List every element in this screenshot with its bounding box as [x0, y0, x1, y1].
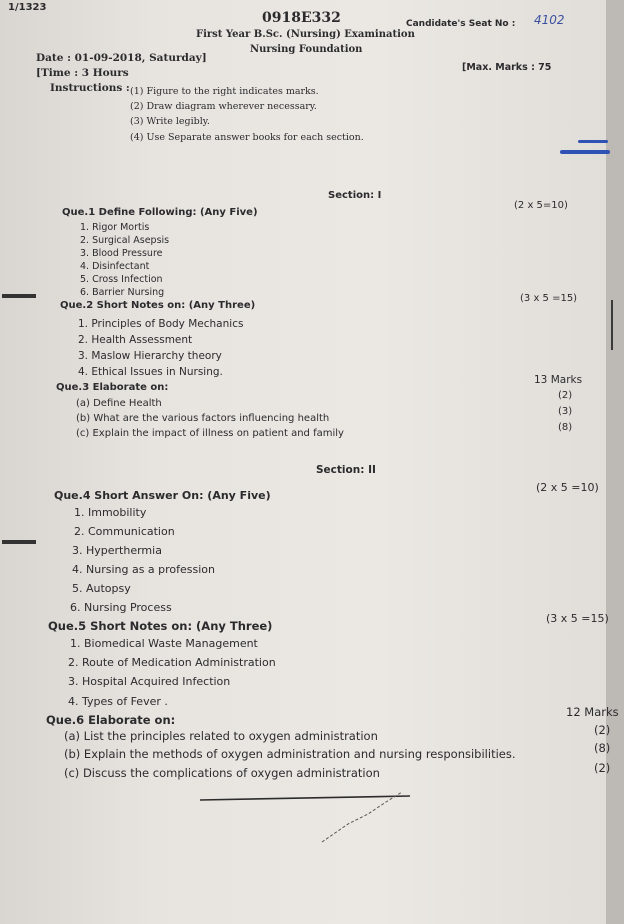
question-5-item: 2. Route of Medication Administration	[68, 656, 276, 669]
instruction-item: (1) Figure to the right indicates marks.	[130, 86, 319, 97]
question-1-title: Que.1 Define Following: (Any Five)	[62, 207, 258, 218]
question-1-item: 5. Cross Infection	[80, 274, 163, 285]
question-3-item: (b) What are the various factors influencing health	[76, 413, 330, 424]
question-1-item: 3. Blood Pressure	[80, 248, 163, 259]
question-4-item: 3. Hyperthermia	[72, 544, 162, 557]
question-5-item: 1. Biomedical Waste Management	[70, 637, 258, 650]
question-1-item: 6. Barrier Nursing	[80, 287, 165, 298]
question-6-item-marks: (8)	[594, 741, 611, 755]
pencil-scribble	[322, 792, 402, 842]
section-1-title: Section: I	[328, 190, 382, 201]
question-4-item: 5. Autopsy	[72, 582, 131, 595]
question-5-item: 3. Hospital Acquired Infection	[68, 675, 231, 688]
paper-code: 0918E332	[262, 10, 341, 26]
question-1-item: 4. Disinfectant	[80, 261, 150, 272]
question-5-marks: (3 x 5 =15)	[546, 612, 609, 625]
question-3-item-marks: (3)	[558, 406, 573, 417]
instructions-label: Instructions :	[50, 82, 130, 94]
question-4-item: 4. Nursing as a profession	[72, 563, 216, 576]
question-3-title: Que.3 Elaborate on:	[56, 382, 169, 393]
exam-title: First Year B.Sc. (Nursing) Examination	[196, 29, 415, 40]
question-6-marks: 12 Marks	[566, 705, 619, 719]
question-6-item-marks: (2)	[594, 761, 611, 775]
question-3-marks: 13 Marks	[534, 374, 583, 386]
question-2-marks: (3 x 5 =15)	[520, 293, 578, 304]
question-5-title: Que.5 Short Notes on: (Any Three)	[48, 619, 273, 633]
question-3-item: (c) Explain the impact of illness on patient and family	[76, 428, 344, 439]
exam-date: Date : 01-09-2018, Saturday]	[36, 52, 207, 64]
question-4-item: 6. Nursing Process	[70, 601, 172, 614]
question-2-item: 1. Principles of Body Mechanics	[78, 318, 244, 330]
seat-label: Candidate's Seat No :	[406, 19, 516, 29]
question-4-marks: (2 x 5 =10)	[536, 481, 599, 494]
question-5-item: 4. Types of Fever .	[68, 695, 168, 708]
question-2-item: 3. Maslow Hierarchy theory	[78, 350, 222, 362]
seat-number-handwritten: 4102	[534, 13, 565, 27]
question-6-item-marks: (2)	[594, 723, 611, 737]
question-1-item: 1. Rigor Mortis	[80, 222, 150, 233]
page-ref: 1/1323	[8, 2, 47, 13]
max-marks: [Max. Marks : 75	[462, 62, 552, 73]
question-2-item: 4. Ethical Issues in Nursing.	[78, 366, 223, 378]
question-3-item-marks: (2)	[558, 390, 573, 401]
question-6-title: Que.6 Elaborate on:	[46, 713, 176, 727]
exam-time: [Time : 3 Hours	[36, 67, 129, 79]
instruction-item: (3) Write legibly.	[130, 116, 210, 127]
question-3-item-marks: (8)	[558, 422, 573, 433]
question-2-item: 2. Health Assessment	[78, 334, 193, 346]
question-4-item: 2. Communication	[74, 525, 175, 538]
question-4-item: 1. Immobility	[74, 506, 147, 519]
question-1-item: 2. Surgical Asepsis	[80, 235, 170, 246]
question-3-item: (a) Define Health	[76, 398, 162, 409]
question-4-title: Que.4 Short Answer On: (Any Five)	[54, 489, 271, 502]
subject-name: Nursing Foundation	[250, 44, 363, 55]
end-rule-line	[200, 796, 410, 800]
instruction-item: (4) Use Separate answer books for each section.	[130, 132, 364, 143]
question-2-title: Que.2 Short Notes on: (Any Three)	[60, 300, 256, 311]
instruction-item: (2) Draw diagram wherever necessary.	[130, 101, 317, 112]
question-6-item: (c) Discuss the complications of oxygen administration	[64, 766, 380, 780]
question-6-item: (b) Explain the methods of oxygen administration and nursing responsibilities.	[64, 747, 516, 761]
section-2-title: Section: II	[316, 464, 376, 476]
question-6-item: (a) List the principles related to oxygen administration	[64, 729, 378, 743]
question-1-marks: (2 x 5=10)	[514, 200, 568, 211]
